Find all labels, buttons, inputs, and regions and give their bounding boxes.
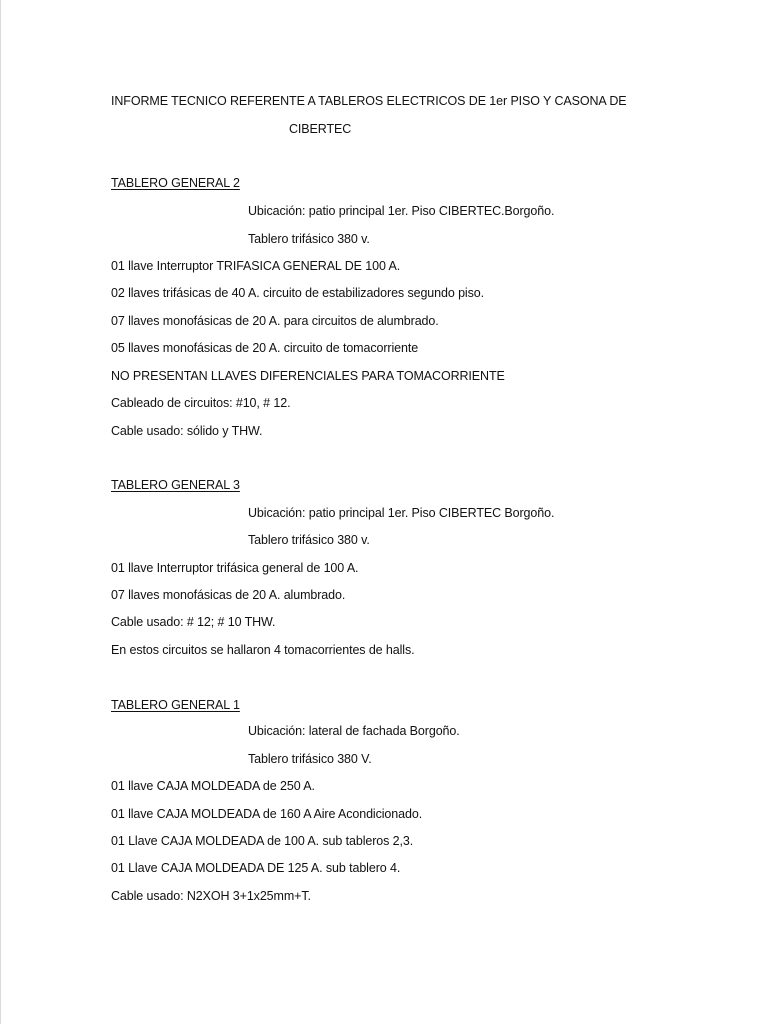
list-item: 05 llaves monofásicas de 20 A. circuito de tomacorriente (111, 341, 419, 355)
section-heading-tablero-2: TABLERO GENERAL 2 (111, 176, 240, 190)
list-item: Cable usado: sólido y THW. (111, 424, 263, 438)
list-item: Cable usado: N2XOH 3+1x25mm+T. (111, 889, 311, 903)
list-item: En estos circuitos se hallaron 4 tomacorrientes de halls. (111, 643, 415, 657)
list-item: 01 llave CAJA MOLDEADA de 160 A Aire Acondicionado. (111, 807, 423, 821)
section-ubicacion-tablero-3: Ubicación: patio principal 1er. Piso CIBERTEC Borgoño. (248, 506, 555, 520)
list-item: 01 llave Interruptor trifásica general de 100 A. (111, 561, 359, 575)
list-item: 01 Llave CAJA MOLDEADA de 100 A. sub tableros 2,3. (111, 834, 414, 848)
list-item: 07 llaves monofásicas de 20 A. alumbrado. (111, 588, 346, 602)
list-item: 02 llaves trifásicas de 40 A. circuito de estabilizadores segundo piso. (111, 286, 484, 300)
page-edge-rule (0, 0, 1, 1024)
section-tablero-type-tablero-3: Tablero trifásico 380 v. (248, 533, 370, 547)
list-item: NO PRESENTAN LLAVES DIFERENCIALES PARA TOMACORRIENTE (111, 369, 505, 383)
list-item: 07 llaves monofásicas de 20 A. para circuitos de alumbrado. (111, 314, 439, 328)
list-item: 01 Llave CAJA MOLDEADA DE 125 A. sub tablero 4. (111, 861, 401, 875)
section-tablero-type-tablero-2: Tablero trifásico 380 v. (248, 232, 370, 246)
list-item: Cableado de circuitos: #10, # 12. (111, 396, 291, 410)
report-title-line-2: CIBERTEC (289, 122, 352, 136)
section-tablero-type-tablero-1: Tablero trifásico 380 V. (248, 752, 372, 766)
list-item: Cable usado: # 12; # 10 THW. (111, 615, 276, 629)
section-ubicacion-tablero-2: Ubicación: patio principal 1er. Piso CIBERTEC.Borgoño. (248, 204, 555, 218)
section-ubicacion-tablero-1: Ubicación: lateral de fachada Borgoño. (248, 724, 460, 738)
section-heading-tablero-3: TABLERO GENERAL 3 (111, 478, 240, 492)
report-title-line-1: INFORME TECNICO REFERENTE A TABLEROS ELECTRICOS DE 1er PISO Y CASONA DE (111, 94, 627, 108)
list-item: 01 llave CAJA MOLDEADA de 250 A. (111, 779, 315, 793)
list-item: 01 llave Interruptor TRIFASICA GENERAL DE 100 A. (111, 259, 401, 273)
section-heading-tablero-1: TABLERO GENERAL 1 (111, 698, 240, 712)
